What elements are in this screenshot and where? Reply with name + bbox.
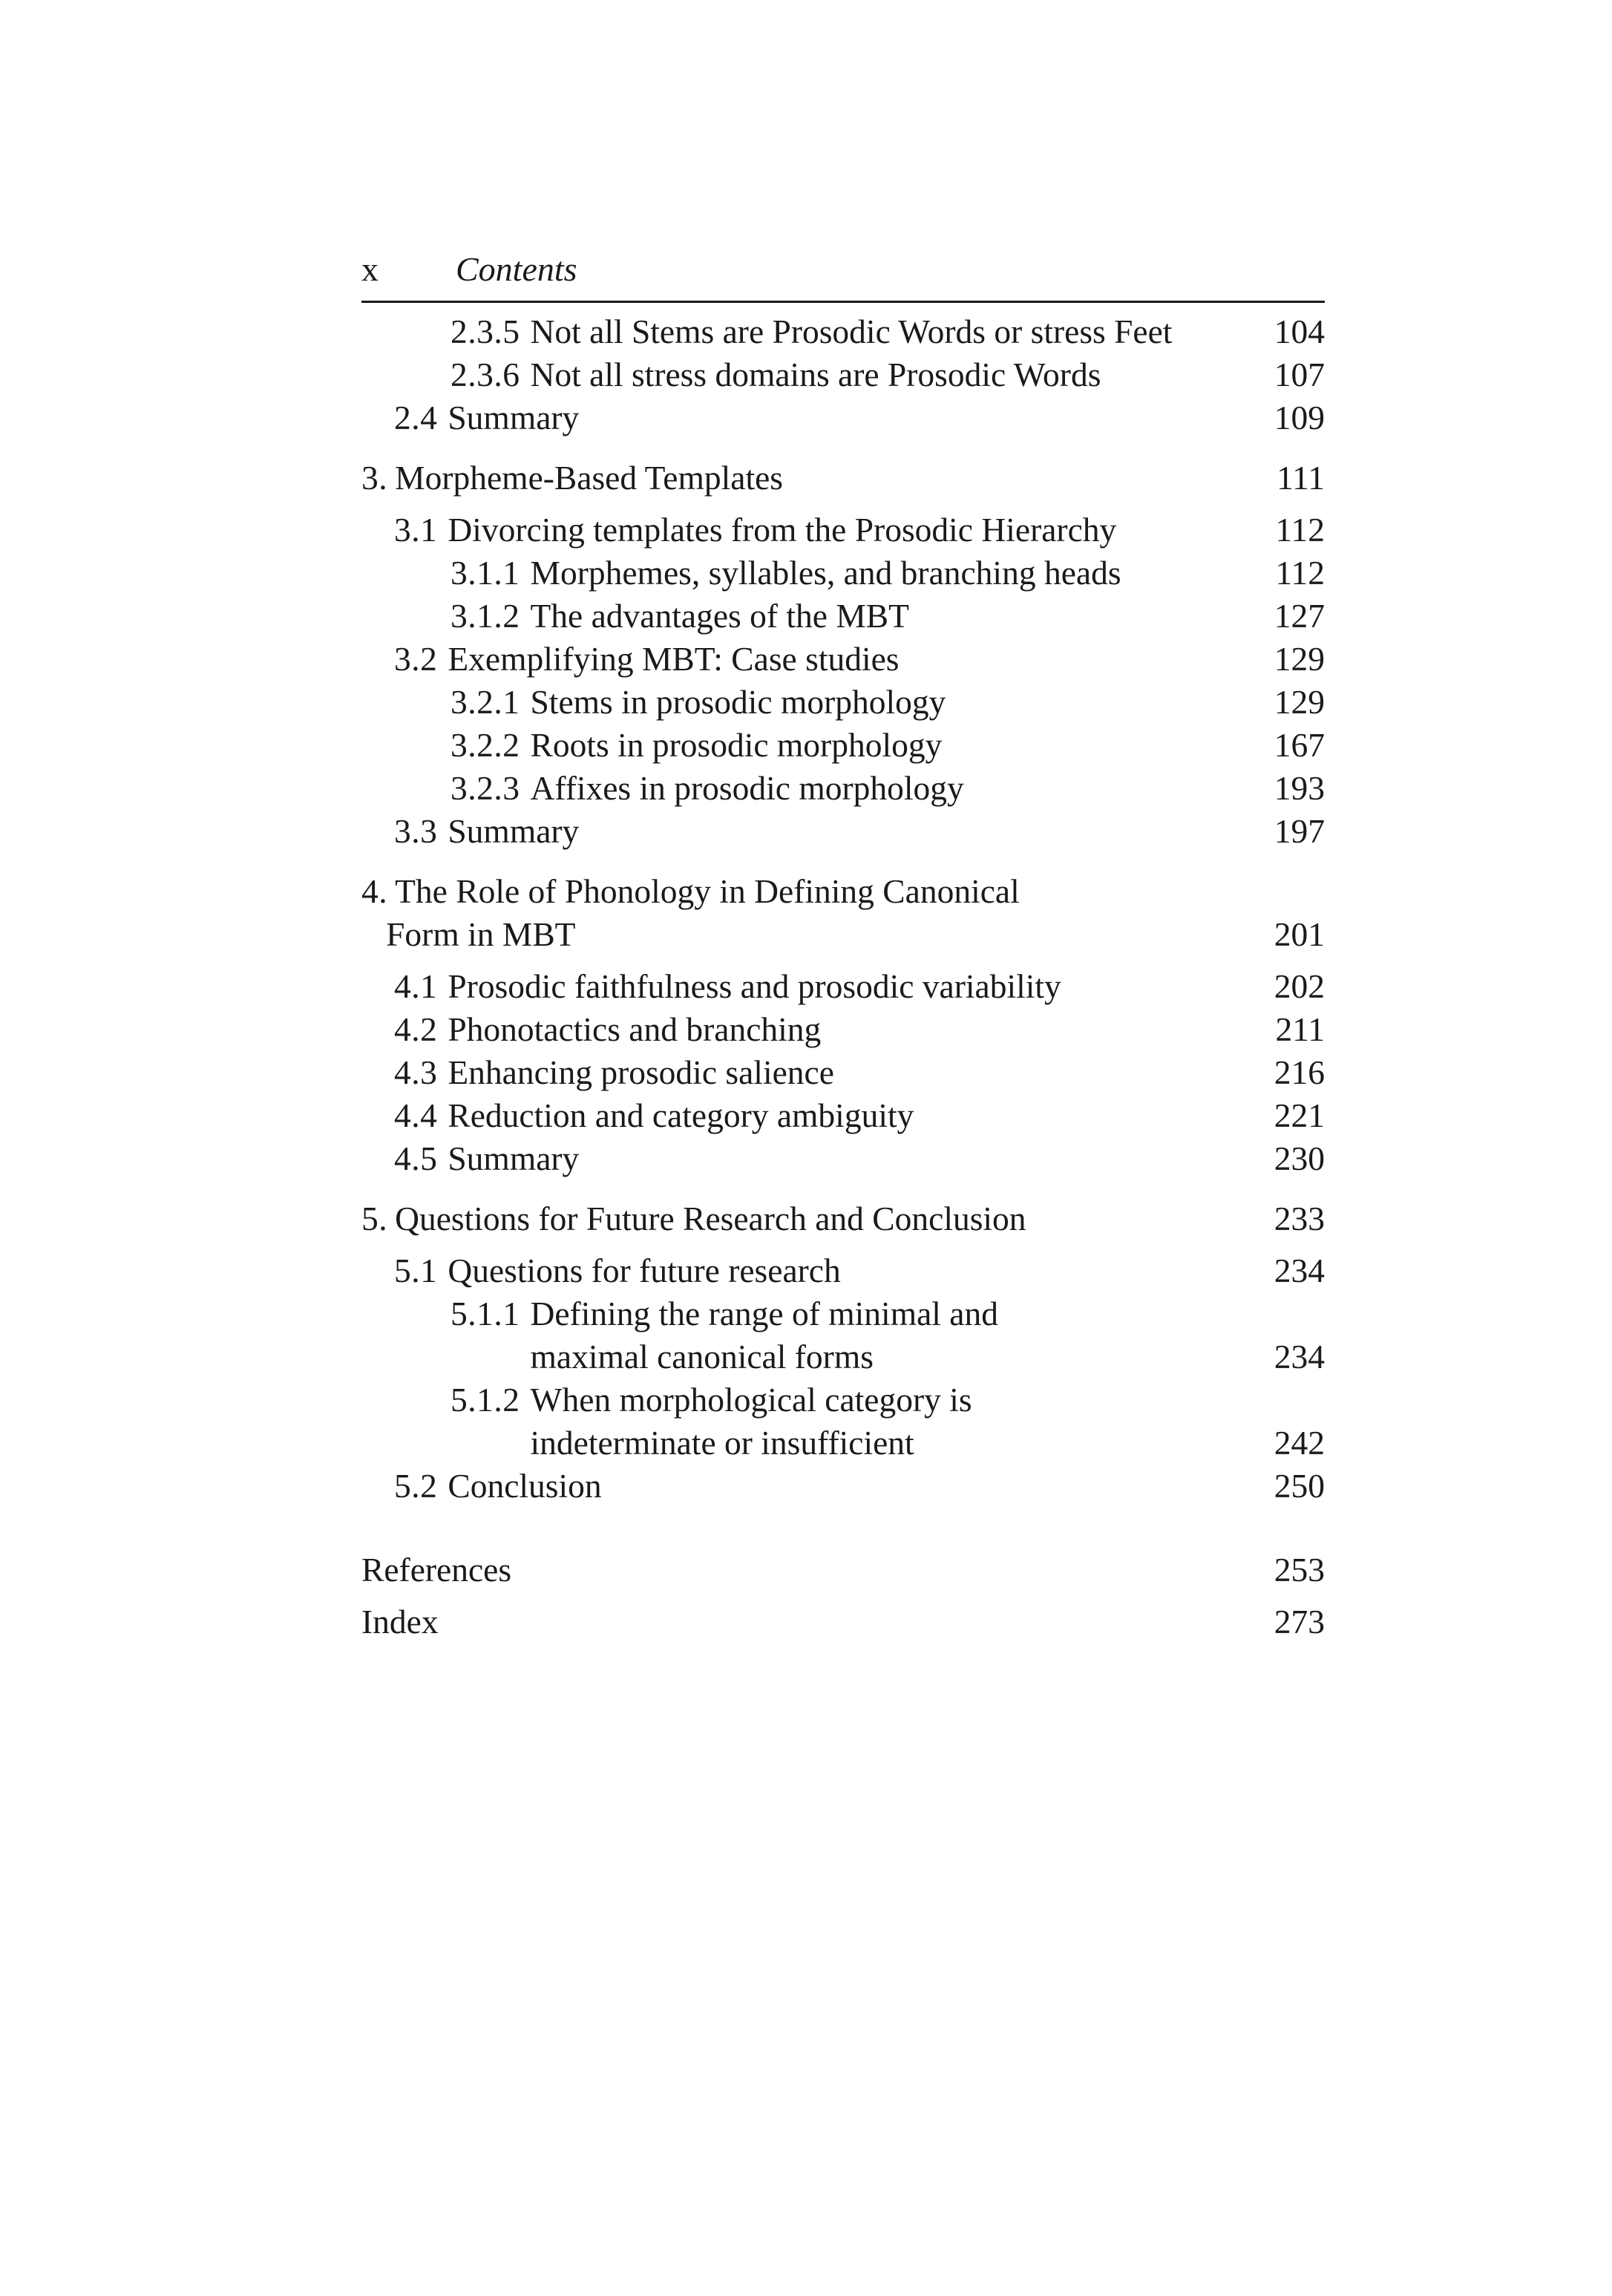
toc-number: 3.1.1	[450, 554, 520, 592]
toc-references[interactable]	[361, 1548, 1325, 1592]
toc-entry-3-3[interactable]	[361, 810, 1325, 853]
toc-entry-3-2[interactable]	[361, 638, 1325, 681]
toc-chapter-5[interactable]	[361, 1197, 1325, 1240]
toc-page: 242	[1274, 1424, 1325, 1462]
toc-title: Exemplifying MBT: Case studies	[448, 640, 900, 678]
toc-title: Divorcing templates from the Prosodic Hierarchy	[448, 511, 1117, 549]
toc-page: 250	[1274, 1467, 1325, 1505]
toc-title: Not all Stems are Prosodic Words or stress Feet	[530, 313, 1173, 350]
toc-page: 253	[1274, 1551, 1325, 1589]
toc-title: Prosodic faithfulness and prosodic variability	[448, 967, 1061, 1005]
toc-page: 104	[1274, 313, 1325, 350]
toc-title: Morphemes, syllables, and branching heads	[530, 554, 1121, 592]
toc-page: 107	[1274, 356, 1325, 393]
toc-title: Roots in prosodic morphology	[530, 726, 943, 764]
toc-title: Questions for Future Research and Conclusion	[395, 1200, 1026, 1237]
toc-number: 4.	[361, 872, 388, 910]
toc-number: 2.4	[394, 399, 438, 436]
toc-number: 5.1	[394, 1252, 438, 1289]
toc-page: 193	[1274, 769, 1325, 807]
toc-title: Affixes in prosodic morphology	[530, 769, 964, 807]
toc-title: Morpheme-Based Templates	[395, 459, 783, 497]
page-folio: x	[361, 250, 379, 288]
toc-entry-2-3-5[interactable]	[361, 310, 1325, 353]
toc-entry-3-1[interactable]	[361, 508, 1325, 552]
toc-page: 112	[1275, 511, 1325, 549]
toc-entry-5-1-1[interactable]	[361, 1292, 1325, 1378]
toc-number: 4.2	[394, 1010, 438, 1048]
toc-title: Enhancing prosodic salience	[448, 1053, 834, 1091]
toc-entry-4-5[interactable]	[361, 1137, 1325, 1180]
toc-title: References	[361, 1551, 512, 1589]
toc-number: 3.1	[394, 511, 438, 549]
toc-number: 3.2.1	[450, 683, 520, 721]
toc-entry-3-2-1[interactable]	[361, 681, 1325, 724]
toc-title: Reduction and category ambiguity	[448, 1096, 914, 1134]
toc-title: Summary	[448, 1139, 580, 1177]
toc-page: 216	[1274, 1053, 1325, 1091]
toc-number: 5.	[361, 1200, 388, 1237]
toc-page: 221	[1274, 1096, 1325, 1134]
toc-page: 127	[1274, 597, 1325, 635]
toc-page: 197	[1274, 812, 1325, 850]
toc-page: 109	[1274, 399, 1325, 436]
toc-page: 234	[1274, 1338, 1325, 1376]
toc-number: 3.2	[394, 640, 438, 678]
toc-entry-3-1-2[interactable]	[361, 595, 1325, 638]
toc-title-line1: When morphological category is	[530, 1381, 972, 1419]
toc-title: Phonotactics and branching	[448, 1010, 822, 1048]
toc-entry-5-1-2[interactable]	[361, 1378, 1325, 1465]
toc-entry-2-3-6[interactable]	[361, 353, 1325, 396]
toc-entry-4-3[interactable]	[361, 1051, 1325, 1094]
toc-number: 2.3.6	[450, 356, 520, 393]
table-of-contents	[361, 310, 1325, 1643]
toc-number: 4.1	[394, 967, 438, 1005]
toc-index[interactable]	[361, 1600, 1325, 1643]
toc-entry-4-1[interactable]	[361, 965, 1325, 1008]
toc-title: Conclusion	[448, 1467, 602, 1505]
toc-number: 2.3.5	[450, 313, 520, 350]
toc-entry-3-1-1[interactable]	[361, 552, 1325, 595]
toc-chapter-3[interactable]	[361, 457, 1325, 500]
toc-number: 3.1.2	[450, 597, 520, 635]
toc-number: 5.2	[394, 1467, 438, 1505]
toc-number: 4.4	[394, 1096, 438, 1134]
toc-title-line2: indeterminate or insufficient	[530, 1424, 914, 1462]
toc-page: 273	[1274, 1603, 1325, 1641]
toc-entry-4-2[interactable]	[361, 1008, 1325, 1051]
toc-number: 5.1.1	[450, 1295, 520, 1332]
toc-title: Stems in prosodic morphology	[530, 683, 946, 721]
toc-page: 112	[1275, 554, 1325, 592]
toc-title: The advantages of the MBT	[530, 597, 909, 635]
toc-page: 111	[1277, 459, 1325, 497]
header-rule	[361, 301, 1325, 303]
toc-title: Index	[361, 1603, 439, 1641]
toc-title-line1: The Role of Phonology in Defining Canonical	[395, 872, 1020, 910]
toc-page: 233	[1274, 1200, 1325, 1237]
toc-page: 211	[1275, 1010, 1325, 1048]
toc-page: 202	[1274, 967, 1325, 1005]
running-head-title: Contents	[456, 250, 577, 288]
toc-page: 167	[1274, 726, 1325, 764]
toc-number: 3.2.3	[450, 769, 520, 807]
toc-number: 3.2.2	[450, 726, 520, 764]
toc-page: 129	[1274, 683, 1325, 721]
toc-entry-3-2-3[interactable]	[361, 767, 1325, 810]
toc-entry-4-4[interactable]	[361, 1094, 1325, 1137]
toc-page: 230	[1274, 1139, 1325, 1177]
toc-chapter-4[interactable]	[361, 870, 1325, 956]
toc-page: 201	[1274, 915, 1325, 953]
toc-title: Summary	[448, 399, 580, 436]
running-head	[361, 243, 1325, 295]
toc-number: 4.5	[394, 1139, 438, 1177]
toc-title: Not all stress domains are Prosodic Words	[530, 356, 1101, 393]
toc-entry-3-2-2[interactable]	[361, 724, 1325, 767]
toc-page: 129	[1274, 640, 1325, 678]
toc-title-line2: Form in MBT	[386, 915, 576, 953]
toc-entry-5-2[interactable]	[361, 1465, 1325, 1508]
toc-title-line1: Defining the range of minimal and	[530, 1295, 998, 1332]
toc-title-line2: maximal canonical forms	[530, 1338, 874, 1376]
toc-title: Questions for future research	[448, 1252, 841, 1289]
toc-entry-2-4[interactable]	[361, 396, 1325, 439]
toc-number: 4.3	[394, 1053, 438, 1091]
toc-number: 5.1.2	[450, 1381, 520, 1419]
toc-number: 3.3	[394, 812, 438, 850]
toc-title: Summary	[448, 812, 580, 850]
toc-number: 3.	[361, 459, 388, 497]
toc-entry-5-1[interactable]	[361, 1249, 1325, 1292]
toc-page: 234	[1274, 1252, 1325, 1289]
